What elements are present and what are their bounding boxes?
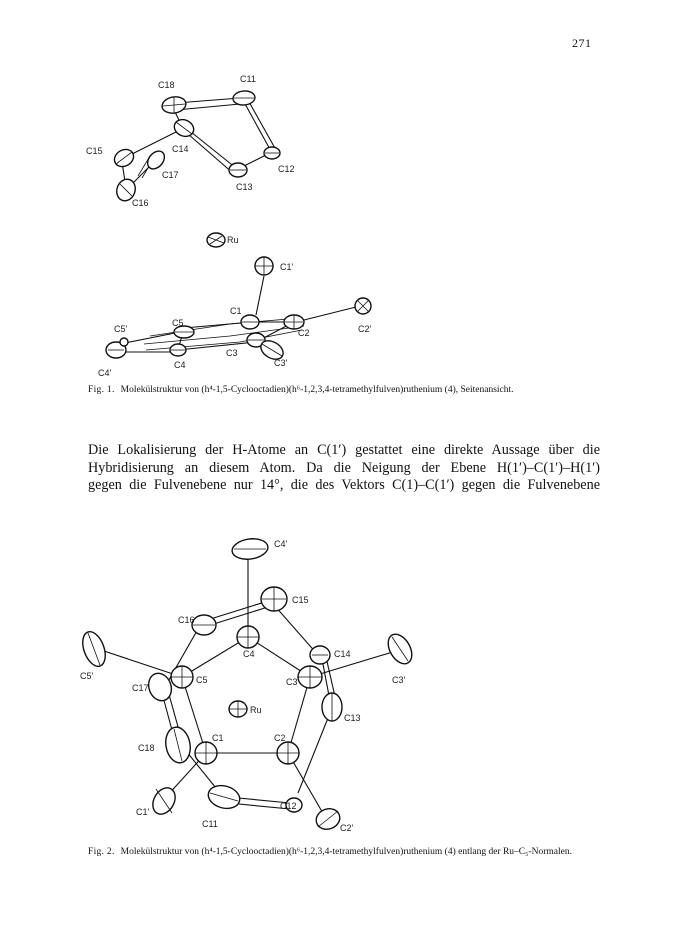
bond-c2-c2p <box>296 306 360 322</box>
page-number: 271 <box>572 36 592 50</box>
label-ru: Ru <box>227 235 239 245</box>
plane-line-2 <box>144 326 304 344</box>
figure-2-molecular-structure-top-view <box>78 525 448 845</box>
body-paragraph <box>88 442 600 495</box>
label-c1p: C1' <box>136 807 150 817</box>
figure-2-caption <box>88 846 600 858</box>
body-line-2: Hybridisierung an diesem Atom. Da die Neigung der Ebene H(1′)–C(1′)–H(1′) <box>88 459 600 476</box>
label-c5: C5 <box>196 675 208 685</box>
label-c5p: C5' <box>80 671 94 681</box>
label-c13: C13 <box>344 713 361 723</box>
label-c11: C11 <box>240 74 256 84</box>
label-c4: C4 <box>243 649 255 659</box>
figure-1-caption-text: Molekülstruktur von (h⁴-1,5-Cyclooctadien)(h⁶-1,2,3,4-tetramethylfulven)ruthenium (4), Seitenansicht. <box>120 385 514 395</box>
label-c15: C15 <box>292 595 309 605</box>
fulvene-atoms-2 <box>171 626 322 764</box>
label-c17: C17 <box>162 170 179 180</box>
label-c11: C11 <box>202 819 218 829</box>
label-c13: C13 <box>236 182 253 192</box>
label-c3p: C3' <box>392 675 406 685</box>
label-c1: C1 <box>212 733 224 743</box>
cod-ring-bonds <box>122 98 276 188</box>
label-c3p: C3' <box>274 358 288 368</box>
label-c2p: C2' <box>358 324 372 334</box>
bond-c14-c13-b <box>188 134 234 174</box>
atom-c5p <box>120 338 128 346</box>
bond-c11-c12-b <box>248 100 276 150</box>
label-c1p: C1' <box>280 262 294 272</box>
figure-2-caption-text: Molekülstruktur von (h⁴-1,5-Cyclooctadien)(h⁶-1,2,3,4-tetramethylfulven)ruthenium (4) entlang der Ru–C₅-Normalen. <box>120 847 572 857</box>
label-c5: C5 <box>172 318 184 328</box>
label-c4: C4 <box>174 360 186 370</box>
figure-1-caption-label: Fig. 1. <box>88 385 115 395</box>
label-c12: C12 <box>280 801 297 811</box>
label-c15: C15 <box>86 146 103 156</box>
figure-1-molecular-structure-side-view <box>80 60 410 390</box>
label-c18: C18 <box>138 743 155 753</box>
label-c3: C3 <box>226 348 238 358</box>
label-c17: C17 <box>132 683 149 693</box>
bond-c3-c2 <box>288 677 310 753</box>
bond-c14-c13 <box>186 128 236 168</box>
label-c12: C12 <box>278 164 295 174</box>
bond-c1p-c1 <box>256 276 264 315</box>
label-c2p: C2' <box>340 823 354 833</box>
label-c5p: C5' <box>114 324 128 334</box>
bond-c13-c12 <box>298 713 330 793</box>
label-c2: C2 <box>274 733 286 743</box>
bond-c5-c5p <box>120 332 180 344</box>
bond-c15-c14 <box>274 605 318 655</box>
label-c14: C14 <box>334 649 351 659</box>
label-c3: C3 <box>286 677 298 687</box>
cod-atoms <box>111 90 280 203</box>
label-c14: C14 <box>172 144 189 154</box>
label-ru: Ru <box>250 705 262 715</box>
figure-1-caption <box>88 384 600 396</box>
figure-2-caption-label: Fig. 2. <box>88 847 115 857</box>
bond-c11-c12 <box>244 102 272 153</box>
bond-c5-c5p <box>98 649 182 677</box>
label-c2: C2 <box>298 328 310 338</box>
label-c16: C16 <box>132 198 149 208</box>
body-line-1: Die Lokalisierung der H-Atome an C(1′) gestattet eine direkte Aussage über die <box>88 442 600 458</box>
label-c1: C1 <box>230 306 242 316</box>
body-line-3: gegen die Fulvenebene nur 14°, die des Vektors C(1)–C(1′) gegen die Fulvenebene <box>88 477 600 493</box>
label-c16: C16 <box>178 615 195 625</box>
label-c4p: C4' <box>98 368 112 378</box>
label-c4p: C4' <box>274 539 288 549</box>
label-c18: C18 <box>158 80 175 90</box>
